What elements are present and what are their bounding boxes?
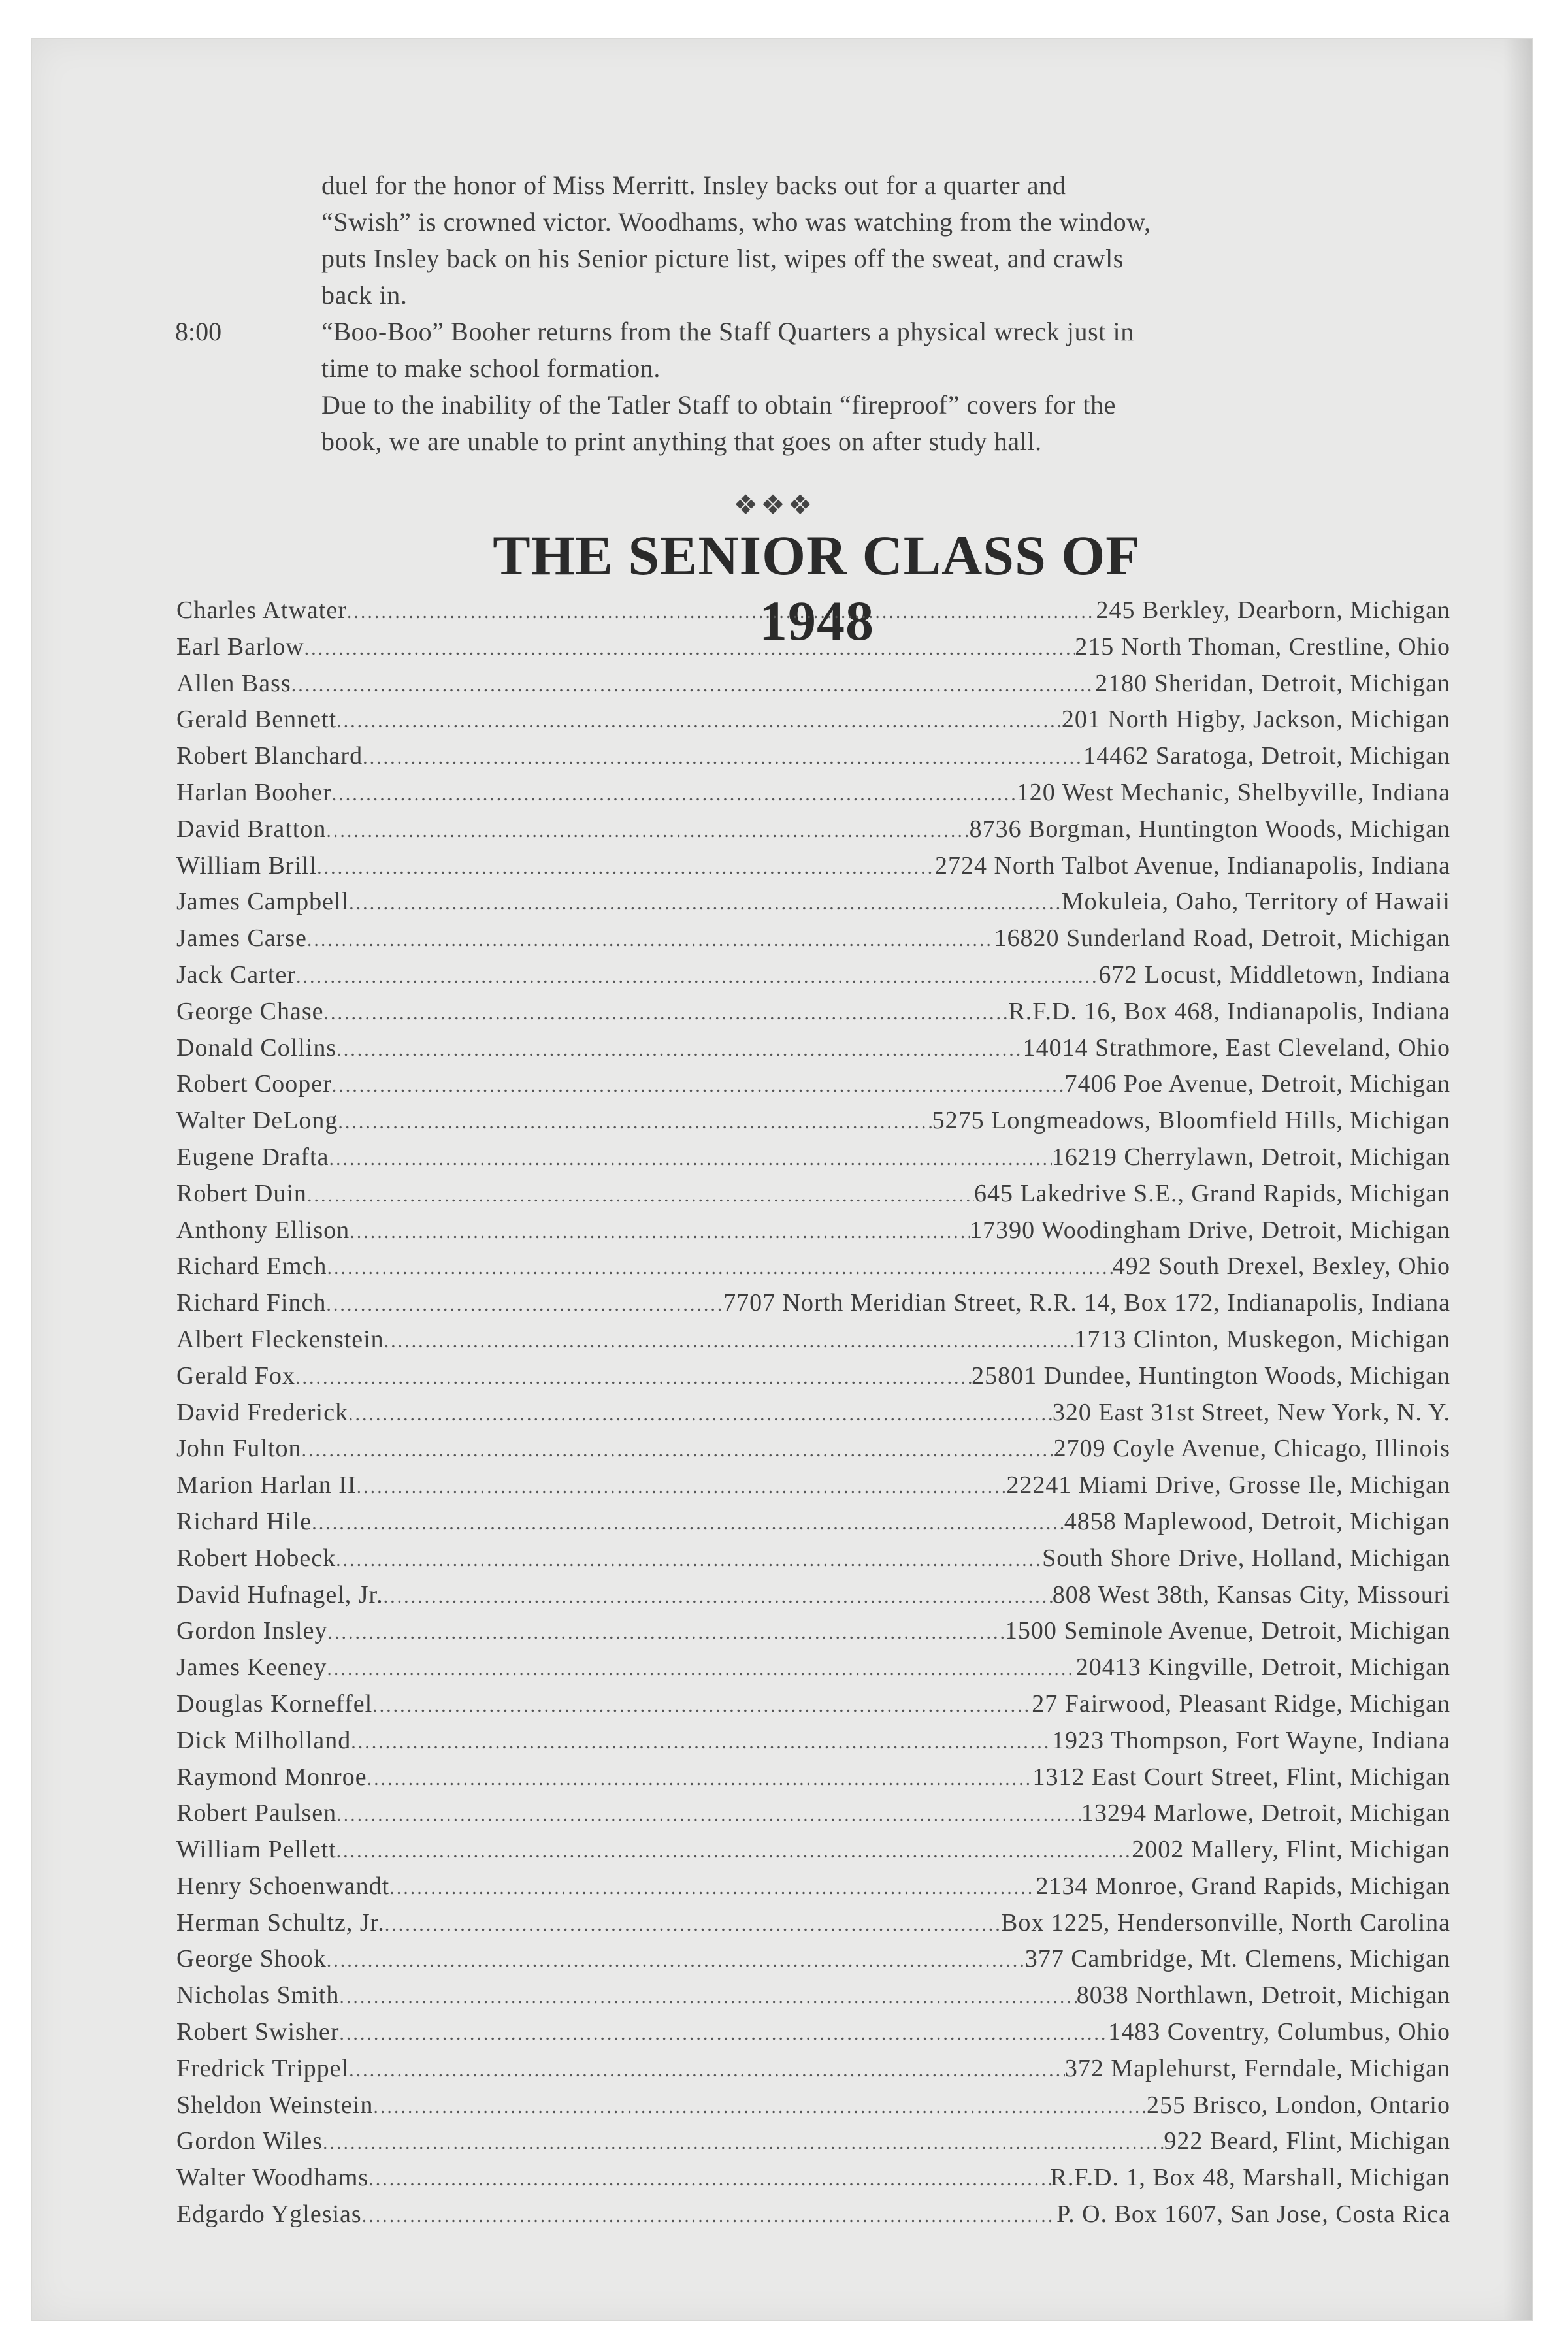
senior-name: William Pellett bbox=[176, 1836, 336, 1864]
senior-name: Donald Collins bbox=[176, 1034, 337, 1062]
dot-leader bbox=[350, 1221, 970, 1243]
roster-row bbox=[176, 1908, 1450, 1945]
dot-leader bbox=[362, 2205, 1056, 2227]
dot-leader bbox=[323, 2132, 1164, 2154]
roster-row bbox=[176, 960, 1450, 997]
senior-name: Robert Cooper bbox=[176, 1070, 332, 1098]
senior-name: Robert Swisher bbox=[176, 2018, 340, 2046]
dot-leader bbox=[349, 892, 1062, 915]
senior-name: Earl Barlow bbox=[176, 632, 304, 661]
senior-address: 2724 North Talbot Avenue, Indianapolis, Indiana bbox=[934, 851, 1450, 879]
roster-row bbox=[176, 1726, 1450, 1763]
senior-address: 8038 Northlawn, Detroit, Michigan bbox=[1076, 1982, 1450, 2010]
dot-leader bbox=[367, 1768, 1033, 1790]
dot-leader bbox=[329, 1148, 1052, 1170]
dot-leader bbox=[389, 1877, 1036, 1899]
roster-row bbox=[176, 1616, 1450, 1653]
senior-address: P. O. Box 1607, San Jose, Costa Rica bbox=[1056, 2200, 1450, 2229]
senior-address: 20413 Kingville, Detroit, Michigan bbox=[1075, 1654, 1450, 1682]
dot-leader bbox=[336, 1840, 1132, 1863]
senior-name: Herman Schultz, Jr. bbox=[176, 1908, 385, 1936]
dot-leader bbox=[384, 1330, 1075, 1352]
senior-address: 1312 East Court Street, Flint, Michigan bbox=[1032, 1763, 1450, 1791]
senior-address: 201 North Higby, Jackson, Michigan bbox=[1061, 706, 1450, 734]
senior-address: 8736 Borgman, Huntington Woods, Michigan bbox=[969, 815, 1450, 843]
senior-address: 4858 Maplewood, Detroit, Michigan bbox=[1064, 1507, 1450, 1535]
narrative-paragraph-2 bbox=[321, 314, 1458, 387]
senior-name: Allen Bass bbox=[176, 669, 291, 697]
roster-row bbox=[176, 851, 1450, 888]
dot-leader bbox=[327, 1257, 1112, 1279]
roster-row bbox=[176, 1143, 1450, 1179]
senior-name: Douglas Korneffel bbox=[176, 1690, 373, 1718]
roster-row bbox=[176, 2163, 1450, 2200]
senior-address: 120 West Mechanic, Shelbyville, Indiana bbox=[1016, 778, 1450, 806]
senior-name: Henry Schoenwandt bbox=[176, 1872, 390, 1900]
senior-address: 215 North Thoman, Crestline, Ohio bbox=[1075, 632, 1450, 661]
dot-leader bbox=[336, 1039, 1022, 1061]
roster-row bbox=[176, 1763, 1450, 1799]
roster-row bbox=[176, 705, 1450, 742]
senior-name: Edgardo Yglesias bbox=[176, 2200, 362, 2229]
roster-row bbox=[176, 2200, 1450, 2236]
senior-name: James Carse bbox=[176, 924, 307, 953]
senior-address: 255 Brisco, London, Ontario bbox=[1146, 2091, 1450, 2119]
dot-leader bbox=[357, 1476, 1007, 1498]
roster-row bbox=[176, 1325, 1450, 1362]
narrative-line: time to make school formation. bbox=[321, 353, 661, 383]
dot-leader bbox=[373, 2096, 1147, 2118]
senior-address: 14462 Saratoga, Detroit, Michigan bbox=[1083, 742, 1450, 770]
time-label: 8:00 bbox=[175, 317, 222, 346]
senior-address: 27 Fairwood, Pleasant Ridge, Michigan bbox=[1032, 1690, 1450, 1718]
roster-row bbox=[176, 1288, 1450, 1325]
dot-leader bbox=[347, 601, 1096, 623]
roster-row bbox=[176, 1799, 1450, 1835]
roster-row bbox=[176, 596, 1450, 632]
dot-leader bbox=[368, 2168, 1050, 2191]
senior-name: George Shook bbox=[176, 1945, 327, 1973]
dot-leader bbox=[296, 966, 1098, 988]
senior-name: Nicholas Smith bbox=[176, 1982, 340, 2010]
senior-address: 922 Beard, Flint, Michigan bbox=[1164, 2127, 1450, 2155]
roster-row bbox=[176, 1944, 1450, 1981]
dot-leader bbox=[295, 1367, 972, 1389]
roster-row bbox=[176, 1216, 1450, 1252]
senior-name: Sheldon Weinstein bbox=[176, 2091, 374, 2119]
dot-leader bbox=[384, 1586, 1053, 1608]
senior-name: Robert Hobeck bbox=[176, 1544, 336, 1572]
senior-address: South Shore Drive, Holland, Michigan bbox=[1042, 1544, 1450, 1572]
roster-row bbox=[176, 1070, 1450, 1106]
senior-name: Gordon Insley bbox=[176, 1617, 328, 1645]
senior-name: David Frederick bbox=[176, 1398, 348, 1426]
senior-name: Richard Emch bbox=[176, 1252, 327, 1281]
dot-leader bbox=[291, 674, 1095, 696]
roster-row bbox=[176, 1507, 1450, 1544]
senior-address: 25801 Dundee, Huntington Woods, Michigan bbox=[972, 1362, 1450, 1390]
dot-leader bbox=[326, 820, 969, 842]
senior-name: Richard Hile bbox=[176, 1507, 312, 1535]
senior-address: 1713 Clinton, Muskegon, Michigan bbox=[1074, 1325, 1450, 1353]
senior-address: 1483 Coventry, Columbus, Ohio bbox=[1108, 2018, 1450, 2046]
senior-name: Fredrick Trippel bbox=[176, 2054, 350, 2082]
dot-leader bbox=[332, 1075, 1065, 1097]
narrative-line: “Swish” is crowned victor. Woodhams, who was watching from the window, bbox=[321, 207, 1151, 237]
dot-leader bbox=[336, 1804, 1081, 1826]
senior-address: 245 Berkley, Dearborn, Michigan bbox=[1096, 596, 1450, 624]
senior-address: 645 Lakedrive S.E., Grand Rapids, Michigan bbox=[973, 1179, 1450, 1207]
senior-name: Walter Woodhams bbox=[176, 2164, 369, 2192]
senior-address: Box 1225, Hendersonville, North Carolina bbox=[1000, 1908, 1450, 1936]
senior-address: 492 South Drexel, Bexley, Ohio bbox=[1112, 1252, 1450, 1281]
dot-leader bbox=[307, 1184, 974, 1207]
senior-name: Walter DeLong bbox=[176, 1107, 338, 1135]
senior-address: 1923 Thompson, Fort Wayne, Indiana bbox=[1051, 1726, 1450, 1754]
dot-leader bbox=[324, 1002, 1009, 1024]
senior-name: David Bratton bbox=[176, 815, 327, 843]
dot-leader bbox=[385, 1914, 1001, 1936]
roster-row bbox=[176, 1434, 1450, 1471]
senior-address: 672 Locust, Middletown, Indiana bbox=[1098, 960, 1450, 988]
dot-leader bbox=[307, 929, 994, 951]
narrative-line: back in. bbox=[321, 280, 408, 310]
senior-name: Dick Milholland bbox=[176, 1726, 351, 1754]
senior-name: Raymond Monroe bbox=[176, 1763, 367, 1791]
senior-name: George Chase bbox=[176, 997, 324, 1025]
senior-address: 13294 Marlowe, Detroit, Michigan bbox=[1081, 1799, 1450, 1827]
senior-name: Marion Harlan II bbox=[176, 1471, 357, 1499]
senior-name: Jack Carter bbox=[176, 960, 296, 988]
senior-address: 14014 Strathmore, East Cleveland, Ohio bbox=[1022, 1034, 1450, 1062]
dot-leader bbox=[336, 1549, 1042, 1571]
senior-address: R.F.D. 16, Box 468, Indianapolis, Indiana bbox=[1008, 997, 1450, 1025]
senior-address: 16219 Cherrylawn, Detroit, Michigan bbox=[1051, 1143, 1450, 1171]
dot-leader bbox=[363, 747, 1083, 769]
senior-name: Harlan Booher bbox=[176, 778, 332, 806]
senior-name: Gerald Bennett bbox=[176, 706, 337, 734]
senior-name: Robert Duin bbox=[176, 1179, 307, 1207]
roster-row bbox=[176, 887, 1450, 924]
dot-leader bbox=[338, 1111, 932, 1134]
senior-name: Robert Blanchard bbox=[176, 742, 363, 770]
narrative-paragraph-1 bbox=[321, 167, 1458, 314]
roster-row bbox=[176, 1471, 1450, 1507]
senior-name: David Hufnagel, Jr. bbox=[176, 1580, 384, 1609]
dot-leader bbox=[326, 1294, 723, 1316]
senior-address: 372 Maplehurst, Ferndale, Michigan bbox=[1064, 2054, 1450, 2082]
senior-name: Charles Atwater bbox=[176, 596, 347, 624]
senior-address: 7406 Poe Avenue, Detroit, Michigan bbox=[1064, 1070, 1450, 1098]
roster-row bbox=[176, 669, 1450, 706]
narrative-line: book, we are unable to print anything that goes on after study hall. bbox=[321, 427, 1042, 456]
senior-address: 1500 Seminole Avenue, Detroit, Michigan bbox=[1004, 1617, 1450, 1645]
senior-name: William Brill bbox=[176, 851, 318, 879]
senior-roster bbox=[176, 596, 1450, 2236]
senior-address: 2134 Monroe, Grand Rapids, Michigan bbox=[1036, 1872, 1450, 1900]
senior-name: Richard Finch bbox=[176, 1289, 327, 1317]
roster-row bbox=[176, 2091, 1450, 2127]
dot-leader bbox=[327, 1658, 1075, 1680]
roster-row bbox=[176, 815, 1450, 851]
dot-leader bbox=[339, 2023, 1108, 2045]
roster-row bbox=[176, 1362, 1450, 1398]
roster-row bbox=[176, 632, 1450, 669]
roster-row bbox=[176, 1252, 1450, 1288]
senior-address: 2180 Sheridan, Detroit, Michigan bbox=[1095, 669, 1450, 697]
dot-leader bbox=[302, 1439, 1054, 1462]
senior-name: Anthony Ellison bbox=[176, 1216, 350, 1244]
roster-row bbox=[176, 924, 1450, 960]
roster-row bbox=[176, 1544, 1450, 1580]
roster-row bbox=[176, 1835, 1450, 1872]
dot-leader bbox=[351, 1731, 1052, 1754]
narrative-line: puts Insley back on his Senior picture list, wipes off the sweat, and crawls bbox=[321, 244, 1124, 273]
dot-leader bbox=[327, 1622, 1004, 1644]
senior-name: Gordon Wiles bbox=[176, 2127, 323, 2155]
senior-address: 2002 Mallery, Flint, Michigan bbox=[1132, 1836, 1450, 1864]
roster-row bbox=[176, 2127, 1450, 2163]
roster-row bbox=[176, 1106, 1450, 1143]
dot-leader bbox=[327, 1950, 1025, 1972]
roster-row bbox=[176, 742, 1450, 778]
dot-leader bbox=[317, 857, 935, 879]
roster-row bbox=[176, 1580, 1450, 1617]
senior-address: 7707 North Meridian Street, R.R. 14, Box 172, Indianapolis, Indiana bbox=[723, 1289, 1450, 1317]
senior-address: 22241 Miami Drive, Grosse Ile, Michigan bbox=[1006, 1471, 1450, 1499]
senior-address: 17390 Woodingham Drive, Detroit, Michigan bbox=[970, 1216, 1450, 1244]
senior-name: Gerald Fox bbox=[176, 1362, 296, 1390]
roster-row bbox=[176, 2054, 1450, 2091]
dot-leader bbox=[349, 2059, 1065, 2082]
dot-leader bbox=[332, 783, 1017, 806]
page-title: THE SENIOR CLASS OF 1948 bbox=[493, 524, 1141, 652]
senior-name: Albert Fleckenstein bbox=[176, 1325, 384, 1353]
dot-leader bbox=[304, 638, 1075, 660]
roster-row bbox=[176, 1690, 1450, 1726]
roster-row bbox=[176, 778, 1450, 815]
dot-leader bbox=[339, 1986, 1076, 2008]
roster-row bbox=[176, 1872, 1450, 1908]
dot-leader bbox=[336, 710, 1062, 732]
senior-address: 808 West 38th, Kansas City, Missouri bbox=[1052, 1580, 1450, 1609]
dot-leader bbox=[312, 1512, 1064, 1535]
senior-address: Mokuleia, Oaho, Territory of Hawaii bbox=[1061, 888, 1450, 916]
senior-address: 2709 Coyle Avenue, Chicago, Illinois bbox=[1053, 1435, 1450, 1463]
narrative-line: duel for the honor of Miss Merritt. Insley backs out for a quarter and bbox=[321, 171, 1066, 200]
senior-name: James Campbell bbox=[176, 888, 350, 916]
roster-row bbox=[176, 1981, 1450, 2017]
narrative-paragraph-3 bbox=[321, 387, 1458, 460]
senior-address: 377 Cambridge, Mt. Clemens, Michigan bbox=[1024, 1945, 1450, 1973]
ornament-divider: ❖❖❖ bbox=[733, 491, 815, 521]
roster-row bbox=[176, 2017, 1450, 2054]
senior-address: 16820 Sunderland Road, Detroit, Michigan bbox=[994, 924, 1450, 953]
roster-row bbox=[176, 997, 1450, 1034]
roster-row bbox=[176, 1398, 1450, 1435]
senior-name: Eugene Drafta bbox=[176, 1143, 329, 1171]
senior-name: Robert Paulsen bbox=[176, 1799, 337, 1827]
dot-leader bbox=[348, 1403, 1053, 1426]
senior-name: James Keeney bbox=[176, 1654, 327, 1682]
roster-row bbox=[176, 1034, 1450, 1070]
dot-leader bbox=[372, 1695, 1032, 1717]
senior-address: 320 East 31st Street, New York, N. Y. bbox=[1052, 1398, 1450, 1426]
senior-address: R.F.D. 1, Box 48, Marshall, Michigan bbox=[1050, 2164, 1450, 2192]
senior-name: John Fulton bbox=[176, 1435, 302, 1463]
roster-row bbox=[176, 1653, 1450, 1690]
senior-address: 5275 Longmeadows, Bloomfield Hills, Michigan bbox=[932, 1107, 1450, 1135]
narrative-line: Due to the inability of the Tatler Staff to obtain “fireproof” covers for the bbox=[321, 390, 1116, 419]
narrative-line: “Boo-Boo” Booher returns from the Staff Quarters a physical wreck just in bbox=[321, 317, 1134, 346]
roster-row bbox=[176, 1179, 1450, 1216]
